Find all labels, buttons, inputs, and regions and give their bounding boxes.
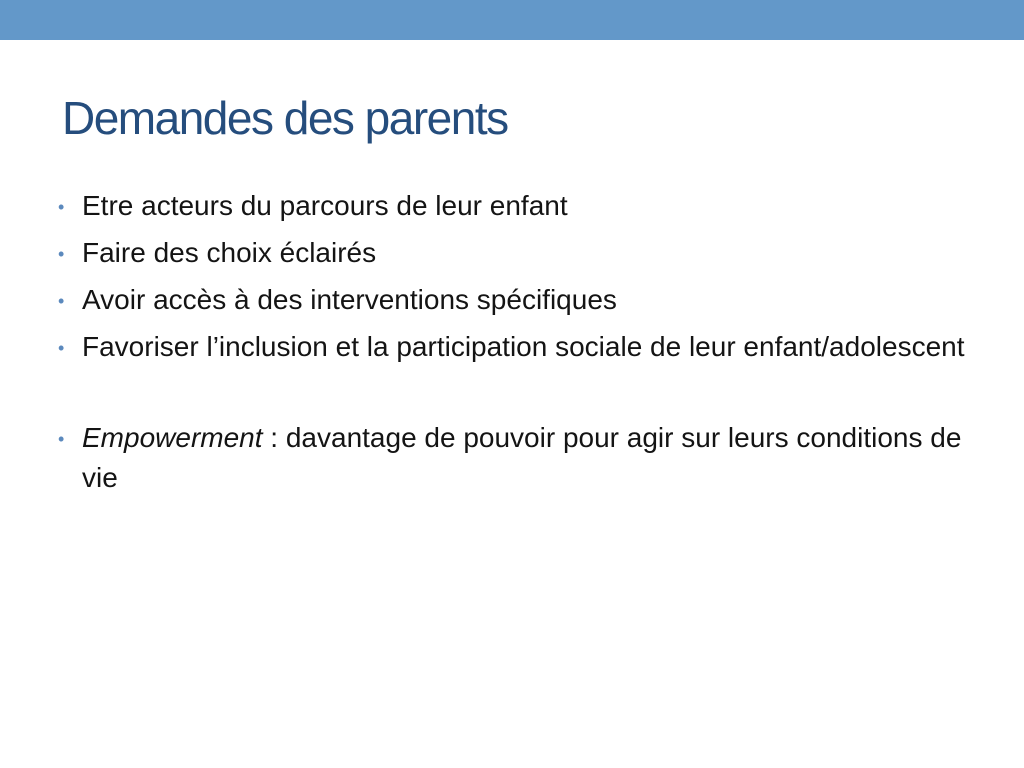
bullet-text: Etre acteurs du parcours de leur enfant <box>82 190 568 221</box>
bullet-text: : davantage de pouvoir pour agir sur leurs conditions de vie <box>82 422 962 493</box>
bullet-item <box>58 327 978 367</box>
bullet-dot-icon: • <box>58 244 65 264</box>
bullet-dot-icon: • <box>58 197 65 217</box>
bullet-dot-icon: • <box>58 429 65 449</box>
bullet-list <box>58 186 978 505</box>
bullet-item <box>58 233 978 273</box>
bullet-text: Favoriser l’inclusion et la participation sociale de leur enfant/adolescent <box>82 331 965 362</box>
bullet-item <box>58 280 978 320</box>
bullet-text: Faire des choix éclairés <box>82 237 377 268</box>
top-accent-band <box>0 0 1024 40</box>
slide-title: Demandes des parents <box>62 92 508 144</box>
bullet-dot-icon: • <box>58 291 65 311</box>
bullet-emphasis: Empowerment <box>82 422 263 453</box>
bullet-item <box>58 186 978 226</box>
bullet-text: Avoir accès à des interventions spécifiques <box>82 284 617 315</box>
bullet-item <box>58 418 978 498</box>
bullet-dot-icon: • <box>58 338 65 358</box>
